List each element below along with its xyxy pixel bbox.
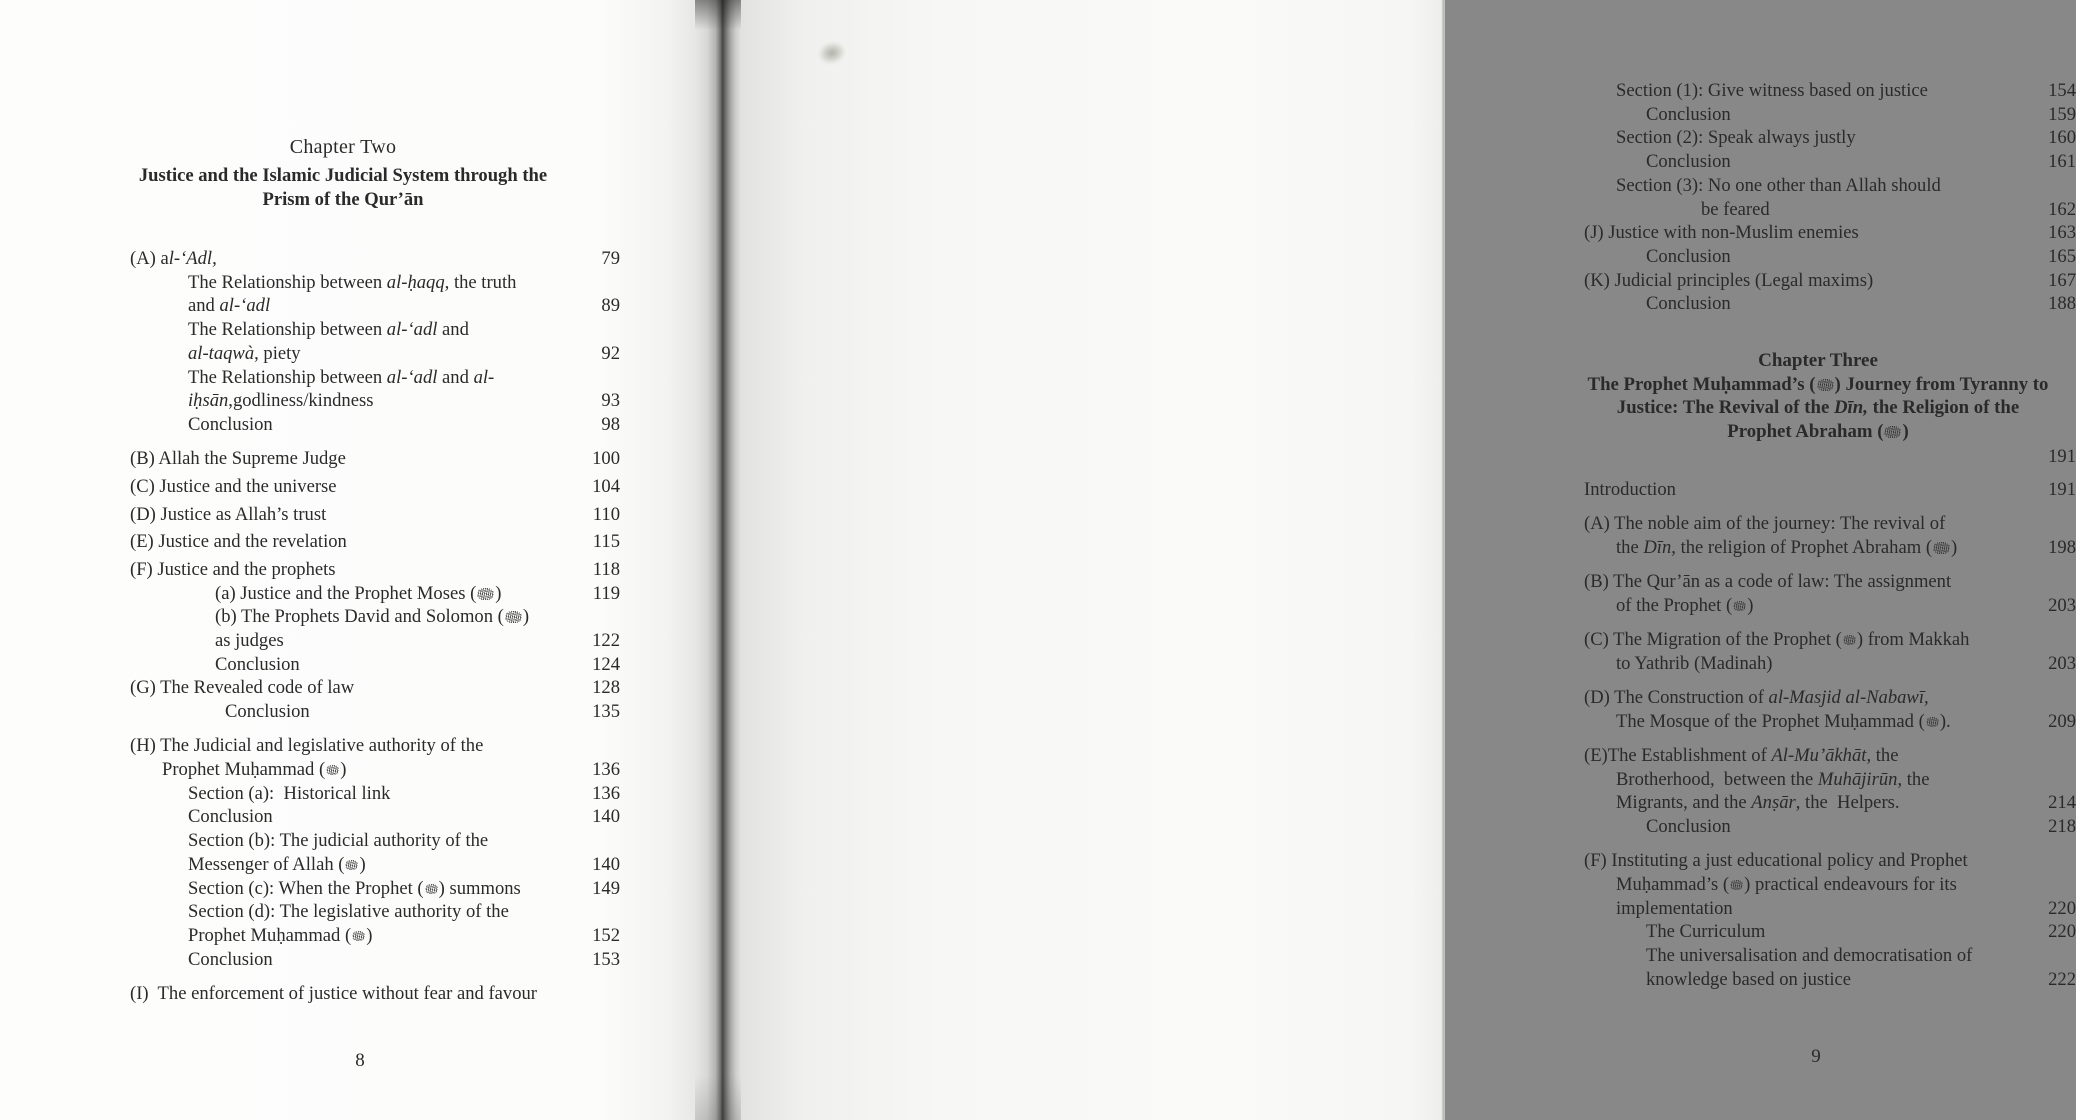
toc-entries <box>1584 79 2076 316</box>
toc-row <box>130 413 620 437</box>
toc-row <box>130 829 620 853</box>
right-page <box>741 0 2076 1120</box>
as-honorific-icon <box>505 611 522 623</box>
toc-row <box>130 629 620 653</box>
entry-text: Prophet Muḥammad ( ) <box>188 924 373 946</box>
entry-text: Conclusion <box>1646 293 1731 315</box>
entry-text: (A) al-‘Adl, <box>130 248 217 269</box>
entry-page-number: 93 <box>601 390 620 412</box>
pbuh-honorific-icon <box>345 860 358 870</box>
entry-page-number: 152 <box>592 924 620 946</box>
entry-text: Section (2): Speak always justly <box>1616 127 1856 149</box>
entry-page-number: 135 <box>592 701 620 723</box>
entry-text: (F) Instituting a just educational policy and Prophet <box>1584 850 1968 872</box>
entry-page-number: 154 <box>2048 80 2076 101</box>
toc-row <box>130 782 620 806</box>
entry-text: (B) Allah the Supreme Judge <box>130 448 346 470</box>
entry-text: Section (d): The legislative authority of the <box>188 901 509 923</box>
pbuh-honorific-icon <box>425 884 438 894</box>
toc-row <box>1584 478 2076 502</box>
entry-text: implementation <box>1616 897 1733 919</box>
toc-row <box>130 294 620 318</box>
entry-page-number: 110 <box>592 503 620 525</box>
toc-row <box>130 758 620 782</box>
entry-text: (F) Justice and the prophets <box>130 558 336 580</box>
page-edge <box>1441 0 1445 1120</box>
entry-text: Conclusion <box>1646 815 1731 837</box>
toc-row <box>130 924 620 948</box>
toc-entries <box>1584 478 2076 991</box>
entry-page-number: 98 <box>601 413 620 435</box>
chapter-title-line: Justice and the Islamic Judicial System through the <box>138 165 548 186</box>
toc-row <box>130 389 620 413</box>
toc-row <box>1584 628 2076 652</box>
toc-row <box>1584 920 2076 944</box>
entry-text: Conclusion <box>188 806 273 828</box>
entry-text: (I) The enforcement of justice without fear and favour <box>130 982 538 1004</box>
toc-row <box>1584 968 2076 992</box>
chapter-title-line: Justice: The Revival of the Dīn, the Religion of the <box>1616 397 2020 419</box>
entry-text: Section (1): Give witness based on justice <box>1616 80 1928 101</box>
entry-text: Conclusion <box>215 653 300 675</box>
chapter-label: Chapter Three <box>1758 350 1878 371</box>
entry-page-number: 159 <box>2048 103 2076 125</box>
entry-page-number: 128 <box>592 677 620 699</box>
toc-row <box>130 318 620 342</box>
entry-text: (a) Justice and the Prophet Moses ( ) <box>215 582 502 604</box>
entry-page-number: 198 <box>2048 536 2076 558</box>
entry-text: Section (a): Historical link <box>188 782 391 804</box>
toc-row <box>1584 198 2076 222</box>
entry-text: Conclusion <box>1646 103 1731 125</box>
gutter-shadow <box>695 0 741 1120</box>
toc-row <box>130 948 620 972</box>
entry-page-number: 79 <box>601 248 620 269</box>
entry-text: (E) Justice and the revelation <box>130 531 347 553</box>
toc-row <box>130 558 620 582</box>
entry-text: the Dīn, the religion of Prophet Abraham ( ) <box>1616 536 1958 558</box>
entry-page-number: 203 <box>2048 594 2076 616</box>
entry-text: Section (c): When the Prophet ( ) summons <box>188 877 521 899</box>
entry-text: Conclusion <box>188 948 273 970</box>
entry-text: The Curriculum <box>1646 921 1766 943</box>
pbuh-honorific-icon <box>1733 601 1746 611</box>
entry-text: Conclusion <box>1646 245 1731 267</box>
toc-row <box>130 366 620 390</box>
toc-row <box>1584 221 2076 245</box>
scan-smudge <box>816 39 849 67</box>
toc-row <box>130 734 620 758</box>
chapter-start-page-number: 191 <box>2048 446 2076 467</box>
entry-text: Prophet Muḥammad ( ) <box>162 759 347 781</box>
entry-text: be feared <box>1701 198 1770 220</box>
entry-page-number: 209 <box>2048 710 2076 732</box>
toc-row <box>130 653 620 677</box>
toc-row <box>1584 944 2076 968</box>
entry-page-number: 222 <box>2048 968 2076 990</box>
toc-row <box>1584 815 2076 839</box>
chapter-label: Chapter Two <box>289 136 397 158</box>
toc-row <box>1584 791 2076 815</box>
entry-text: knowledge based on justice <box>1646 968 1851 990</box>
entry-page-number: 162 <box>2048 198 2076 220</box>
toc-row <box>1584 652 2076 676</box>
entry-text: iḥsān,godliness/kindness <box>188 390 374 412</box>
toc-row <box>1584 512 2076 536</box>
pbuh-honorific-icon <box>352 931 365 941</box>
toc-row <box>1584 873 2076 897</box>
entry-text: Introduction <box>1584 479 1676 500</box>
toc-row <box>130 247 620 271</box>
toc-row <box>130 605 620 629</box>
entry-page-number: 89 <box>601 295 620 317</box>
entry-text: (C) Justice and the universe <box>130 475 337 497</box>
left-page <box>0 0 695 1120</box>
toc-row <box>130 700 620 724</box>
entry-text: (E)The Establishment of Al-Mu’ākhāt, the <box>1584 744 1899 766</box>
toc-row <box>1584 269 2076 293</box>
entry-page-number: 104 <box>592 475 620 497</box>
entry-page-number: 149 <box>592 877 620 899</box>
entry-page-number: 140 <box>592 806 620 828</box>
entry-page-number: 118 <box>592 558 620 580</box>
chapter-title <box>118 164 568 212</box>
chapter-title-line: Prism of the Qur’ān <box>262 189 424 210</box>
entry-page-number: 163 <box>2048 222 2076 244</box>
entry-text: The Relationship between al-‘adl and al- <box>188 366 495 388</box>
entry-text: Migrants, and the Anṣār, the Helpers. <box>1616 792 1900 814</box>
pbuh-honorific-icon <box>1926 717 1939 727</box>
entry-text: (B) The Qur’ān as a code of law: The assignment <box>1584 571 1952 593</box>
toc-row <box>1584 126 2076 150</box>
toc-row <box>130 676 620 700</box>
entry-text: as judges <box>215 630 284 652</box>
entry-text: (D) The Construction of al-Masjid al-Nabawī, <box>1584 686 1929 708</box>
toc-row <box>130 900 620 924</box>
chapter-title <box>1584 373 2052 444</box>
entry-text: The Relationship between al-ḥaqq, the truth <box>188 271 517 293</box>
entry-text: Conclusion <box>1646 151 1731 173</box>
entry-text: Brotherhood, between the Muhājirūn, the <box>1616 768 1930 790</box>
toc-row <box>1584 897 2076 921</box>
entry-text: (A) The noble aim of the journey: The revival of <box>1584 513 1946 535</box>
pbuh-honorific-icon <box>1843 635 1856 645</box>
entry-text: (H) The Judicial and legislative authority of the <box>130 735 484 757</box>
toc-row <box>1584 570 2076 594</box>
toc-row <box>1584 594 2076 618</box>
toc-row <box>130 271 620 295</box>
entry-page-number: 115 <box>592 531 620 553</box>
toc-row <box>130 877 620 901</box>
entry-page-number: 136 <box>592 759 620 781</box>
entry-text: The universalisation and democratisation of <box>1646 944 1973 966</box>
entry-text: and al-‘adl <box>188 295 271 317</box>
entry-text: Conclusion <box>225 701 310 723</box>
entry-page-number: 214 <box>2048 792 2076 814</box>
entry-text: Section (b): The judicial authority of the <box>188 830 489 852</box>
entry-page-number: 188 <box>2048 293 2076 315</box>
toc-row <box>130 982 620 1006</box>
entry-text: The Relationship between al-‘adl and <box>188 319 469 341</box>
toc-row <box>1584 174 2076 198</box>
entry-text: of the Prophet ( ) <box>1616 594 1754 616</box>
entry-page-number: 165 <box>2048 245 2076 267</box>
as-honorific-icon <box>1817 379 1834 391</box>
toc-row <box>1584 536 2076 560</box>
entry-page-number: 191 <box>2048 479 2076 500</box>
entry-text: (J) Justice with non-Muslim enemies <box>1584 222 1859 244</box>
entry-text: to Yathrib (Madinah) <box>1616 652 1773 674</box>
toc-row <box>1584 245 2076 269</box>
entry-page-number: 119 <box>592 582 620 604</box>
as-honorific-icon <box>477 588 494 600</box>
toc-row <box>1584 292 2076 316</box>
page-number: 9 <box>1811 1046 1821 1067</box>
toc-row <box>1584 849 2076 873</box>
entry-page-number: 218 <box>2048 815 2076 837</box>
chapter-heading <box>118 134 568 212</box>
entry-text: The Mosque of the Prophet Muḥammad ( ). <box>1616 710 1951 732</box>
entry-page-number: 167 <box>2048 269 2076 291</box>
toc-entries <box>130 247 620 1006</box>
entry-text: (G) The Revealed code of law <box>130 677 355 699</box>
entry-page-number: 203 <box>2048 652 2076 674</box>
entry-text: al-taqwà, piety <box>188 342 301 364</box>
entry-text: Muḥammad’s ( ) practical endeavours for its <box>1616 873 1957 895</box>
entry-page-number: 122 <box>592 630 620 652</box>
entry-text: Section (3): No one other than Allah should <box>1616 174 1941 196</box>
entry-page-number: 124 <box>592 653 620 675</box>
entry-page-number: 161 <box>2048 151 2076 173</box>
toc-row <box>1584 710 2076 734</box>
toc-row <box>130 503 620 527</box>
entry-page-number: 140 <box>592 853 620 875</box>
toc-row <box>1584 150 2076 174</box>
as-honorific-icon <box>1884 426 1901 438</box>
entry-text: (K) Judicial principles (Legal maxims) <box>1584 269 1874 291</box>
toc-row <box>1584 686 2076 710</box>
entry-page-number: 220 <box>2048 897 2076 919</box>
toc-row <box>130 342 620 366</box>
toc-row <box>1584 744 2076 768</box>
entry-text: (C) The Migration of the Prophet ( ) from Makkah <box>1584 629 1970 651</box>
toc-row <box>130 447 620 471</box>
entry-text: Conclusion <box>188 413 273 435</box>
chapter-title-line: Prophet Abraham ( ) <box>1727 421 1909 443</box>
toc-row <box>130 475 620 499</box>
entry-page-number: 220 <box>2048 921 2076 943</box>
chapter-title-line: The Prophet Muḥammad’s ( ) Journey from Tyranny to <box>1587 373 2049 395</box>
toc-row <box>1584 79 2076 103</box>
entry-page-number: 136 <box>592 782 620 804</box>
chapter-heading <box>1584 349 2052 444</box>
entry-page-number: 100 <box>592 448 620 470</box>
pbuh-honorific-icon <box>326 765 339 775</box>
pbuh-honorific-icon <box>1730 880 1743 890</box>
entry-page-number: 160 <box>2048 127 2076 149</box>
as-honorific-icon <box>1933 542 1950 554</box>
entry-page-number: 153 <box>592 948 620 970</box>
toc-row <box>130 582 620 606</box>
toc-row <box>130 530 620 554</box>
entry-text: Messenger of Allah ( ) <box>188 853 366 875</box>
toc-row <box>1584 103 2076 127</box>
toc-row <box>130 805 620 829</box>
entry-page-number: 92 <box>601 342 620 364</box>
page-number: 8 <box>355 1050 365 1071</box>
entry-text: (b) The Prophets David and Solomon ( ) <box>215 606 530 628</box>
toc-row <box>130 853 620 877</box>
toc-row <box>1584 768 2076 792</box>
entry-text: (D) Justice as Allah’s trust <box>130 503 327 525</box>
